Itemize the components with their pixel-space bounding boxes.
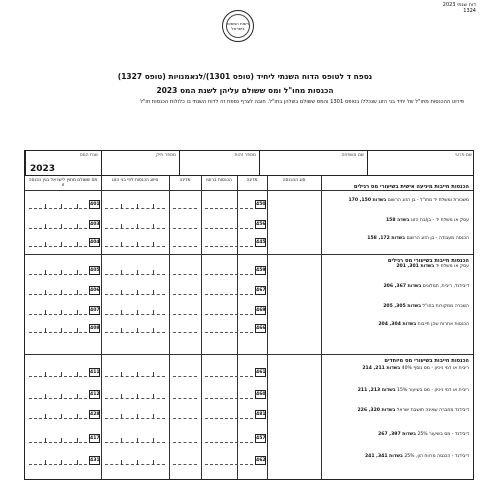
digit-separator [45,204,46,209]
digit-separator [45,270,46,275]
first-name-field[interactable] [367,151,475,175]
field-code-foreign-tax: 407 [90,308,100,313]
income-category-input[interactable] [105,410,165,419]
foreign-tax-input[interactable] [29,324,87,333]
digit-separator [153,290,154,295]
digit-separator [121,394,122,399]
digit-separator [45,310,46,315]
digit-separator [121,438,122,443]
digit-separator [121,310,122,315]
income-total-input[interactable] [205,238,253,247]
row-description-text: ריבית או דמי ניכיון - מס בשיעור 15% [395,388,469,393]
digit-separator [153,438,154,443]
row-description-text: עסק או משלח יד [434,264,469,269]
digit-separator [77,224,78,229]
income-category-input[interactable] [105,306,165,315]
digit-separator [77,328,78,333]
income-category-input[interactable] [105,220,165,229]
foreign-tax-input[interactable] [29,200,87,209]
digit-separator [77,290,78,295]
last-name-label: שם משפחה [341,153,364,158]
field-code-foreign-tax: 431 [90,458,100,463]
digit-separator [153,204,154,209]
digit-separator [153,270,154,275]
foreign-tax-input[interactable] [29,368,87,377]
income-category-input[interactable] [105,434,165,443]
row-description [321,304,469,310]
country-input[interactable] [173,220,197,229]
income-total-input[interactable] [205,434,253,443]
row-description [321,198,469,204]
foreign-tax-input[interactable] [29,306,87,315]
country-input[interactable] [173,456,197,465]
digit-separator [137,414,138,419]
digit-separator [45,328,46,333]
field-code-income: 459 [256,268,266,273]
field-code-foreign-tax: 411 [90,370,100,375]
digit-separator [121,224,122,229]
digit-separator [153,328,154,333]
digit-separator [121,270,122,275]
digit-separator [45,224,46,229]
income-category-input[interactable] [105,286,165,295]
digit-separator [153,460,154,465]
row-description-text: דיבידנד - הכנסה מרווח הון, 25% [402,454,469,459]
col-header-foreign-tax: מס ששולם מחוץ לישראל בגין הכנסה זו [28,178,98,188]
field-code-foreign-tax: 405 [90,268,100,273]
row-field-reference: בשדות 367, 206 [383,284,422,289]
digit-separator [61,438,62,443]
digit-separator [77,414,78,419]
foreign-tax-input[interactable] [29,456,87,465]
digit-separator [121,204,122,209]
country-input[interactable] [173,200,197,209]
digit-separator [137,270,138,275]
field-code-foreign-tax: 404 [90,240,100,245]
field-code-foreign-tax: 412 [90,392,100,397]
foreign-tax-input[interactable] [29,434,87,443]
income-category-input[interactable] [105,324,165,333]
income-category-input[interactable] [105,266,165,275]
row-field-reference: בשדות 305, 205 [383,304,422,309]
digit-separator [61,372,62,377]
row-description-text: דיבידנד - מס בשיעור 25% [415,432,469,437]
income-total-input[interactable] [205,368,253,377]
form-subtitle: הכנסות מחו"ל ומס ששולם עליהן לשנת המס 2023 [156,86,334,95]
form-title: נספח ד לטופס הדוח השנתי ליחיד (טופס 1301)/לנאמנויות (טופס 1327) [117,72,373,81]
col-divider [267,176,268,479]
section-title: הכנסות חייבות מיגיעה אישית בשיעורי מס רגילים [353,184,469,190]
row-description-text: דיבידנד מחברה שאינה תושבת ישראל [395,408,469,413]
digit-separator [153,372,154,377]
field-code-foreign-tax: 428 [90,412,100,417]
digit-separator [61,242,62,247]
digit-separator [137,394,138,399]
section-divider [25,254,473,255]
id-number-field[interactable] [179,151,259,175]
col-header-income-category: סיווג הכנסות לפי בני הזוג [111,178,159,183]
digit-separator [121,460,122,465]
income-category-input[interactable] [105,456,165,465]
income-total-input[interactable] [205,390,253,399]
col-divider [201,176,202,479]
row-field-reference: בשדות 304, 204 [378,322,417,327]
form-note: פירוט ההכנסות מחו"ל של יחיד בני הזוג שנכללו בטופס 1301 והמס ששולם בשלהן בחו"ל. חובה לצרף נספח זה לדוח השנתי בו כלולות הכנסות חו"ל [140,99,464,105]
digit-separator [137,438,138,443]
form-code [443,2,476,14]
digit-separator [61,414,62,419]
digit-separator [137,310,138,315]
foreign-tax-input[interactable] [29,410,87,419]
digit-separator [121,242,122,247]
file-number-field[interactable] [101,151,179,175]
col-divider [101,176,102,479]
income-category-input[interactable] [105,368,165,377]
field-code-income: 457 [256,436,266,441]
tax-year-field[interactable] [25,151,101,175]
digit-separator [77,394,78,399]
digit-separator [137,242,138,247]
income-table [24,176,474,480]
row-field-reference: בשדות 213, 211 [357,388,396,393]
field-code-income: 466 [256,326,266,331]
col-header-country: מדינה [179,178,191,183]
digit-separator [45,438,46,443]
section-title: הכנסות חייבות בשיעורי מס רגילים [387,258,469,264]
field-code-foreign-tax: 408 [90,326,100,331]
col-header-description: סוג ההכנסה [282,178,306,183]
digit-separator [77,372,78,377]
foreign-tax-input[interactable] [29,238,87,247]
field-code-income: 462 [256,458,266,463]
income-total-input[interactable] [205,324,253,333]
foreign-tax-input[interactable] [29,220,87,229]
row-field-reference: בשדות 172, 158 [367,236,406,241]
digit-separator [45,372,46,377]
col-header-country-code: מדינה [246,178,258,183]
digit-separator [45,290,46,295]
digit-separator [121,290,122,295]
form-code-line1: דוח שנתי 2023 [442,2,476,8]
digit-separator [137,204,138,209]
digit-separator [45,242,46,247]
row-field-reference: בשדות 211, 214 [362,366,401,371]
row-description [321,264,469,270]
digit-separator [61,270,62,275]
row-field-reference: בשדות 150, 170 [348,198,387,203]
country-input[interactable] [173,324,197,333]
row-field-reference: בשדות 301, 201 [396,264,435,269]
col-header-income-total: הכנסות ברוטו [206,178,232,183]
last-name-field[interactable] [259,151,367,175]
first-name-label: שם פרטי [455,153,472,158]
digit-separator [77,242,78,247]
digit-separator [153,224,154,229]
row-description [321,322,469,328]
digit-separator [153,414,154,419]
field-code-income: 481 [256,412,266,417]
digit-separator [61,224,62,229]
field-code-income: 469 [256,308,266,313]
income-total-input[interactable] [205,200,253,209]
row-description [321,236,469,242]
form-code-line2: 1324 [463,8,476,14]
digit-separator [77,310,78,315]
header-divider [25,190,473,191]
field-code-foreign-tax: 406 [90,288,100,293]
digit-separator [61,204,62,209]
section-divider [25,354,473,355]
field-code-foreign-tax: 403 [90,222,100,227]
row-description-text: דיבידנד, ריבית, תמלוגים [421,284,469,289]
section-title: הכנסות חייבות בשיעורי מס מיוחדים [384,358,469,364]
tax-year-value: 2023 [30,164,56,174]
income-total-input[interactable] [205,410,253,419]
foreign-tax-input[interactable] [29,266,87,275]
field-code-income: 467 [256,288,266,293]
income-total-input[interactable] [205,306,253,315]
row-description-text: ריבית או דמי ניכיון - מס נוסף 40% [400,366,469,371]
digit-separator [61,310,62,315]
digit-separator [121,414,122,419]
field-code-income: 450 [256,202,266,207]
digit-separator [121,372,122,377]
digit-separator [153,310,154,315]
row-description [321,218,469,224]
row-description [321,284,469,290]
row-description-text: משכורת ומשלח יד מחו"ל - בן הזוג הרשום [386,198,469,203]
digit-separator [61,328,62,333]
country-input[interactable] [173,238,197,247]
digit-separator [77,438,78,443]
income-category-input[interactable] [105,390,165,399]
digit-separator [153,242,154,247]
row-description [321,408,469,414]
country-input[interactable] [173,368,197,377]
id-header-row [24,150,474,176]
income-category-input[interactable] [105,238,165,247]
country-input[interactable] [173,434,197,443]
row-description-text: הכנסות אחרות שהן חייבות [416,322,469,327]
country-input[interactable] [173,266,197,275]
row-description [321,432,469,438]
row-description-text: הכנסה מעבודה - בן הזוג הרשום [405,236,469,241]
digit-separator [77,270,78,275]
field-code-foreign-tax: 401 [90,202,100,207]
row-field-reference: בשדות 320, 226 [357,408,396,413]
row-description-text: עסק או משלח יד - בן/בת הזוג [409,218,469,223]
logo-inner: רשות המסים בישראל [226,14,250,38]
digit-separator [137,290,138,295]
foreign-tax-input[interactable] [29,390,87,399]
row-description-text: השכרה ממקורות בחו"ל [421,304,469,309]
row-field-reference: בשדות 341, 241 [364,454,403,459]
income-category-input[interactable] [105,200,165,209]
digit-separator [45,414,46,419]
field-code-income: 456 [256,222,266,227]
income-total-input[interactable] [205,286,253,295]
digit-separator [153,394,154,399]
row-field-reference: בשדה 158 [385,218,410,223]
digit-separator [137,328,138,333]
id-number-label: מספר זהות [234,153,256,158]
digit-separator [137,372,138,377]
row-description [321,388,469,394]
col-divider [169,176,170,479]
digit-separator [137,224,138,229]
digit-separator [137,460,138,465]
tax-year-label: שנת המס [79,153,98,158]
file-number-label: מספר תיק [156,153,176,158]
digit-separator [77,460,78,465]
row-field-reference: בשדות 397, 267 [378,432,416,437]
country-input[interactable] [173,390,197,399]
tax-authority-logo [222,10,254,42]
digit-separator [61,460,62,465]
income-total-input[interactable] [205,220,253,229]
digit-separator [45,394,46,399]
country-input[interactable] [173,410,197,419]
digit-separator [61,394,62,399]
digit-separator [61,290,62,295]
field-code-foreign-tax: 417 [90,436,100,441]
foreign-tax-input[interactable] [29,286,87,295]
field-code-income: 460 [256,392,266,397]
row-description [321,366,469,372]
digit-separator [77,204,78,209]
digit-separator [45,460,46,465]
field-code-income: 445 [256,240,266,245]
row-description [321,454,469,460]
income-total-input[interactable] [205,266,253,275]
country-input[interactable] [173,286,197,295]
digit-separator [121,328,122,333]
field-code-income: 461 [256,370,266,375]
country-input[interactable] [173,306,197,315]
income-total-input[interactable] [205,456,253,465]
